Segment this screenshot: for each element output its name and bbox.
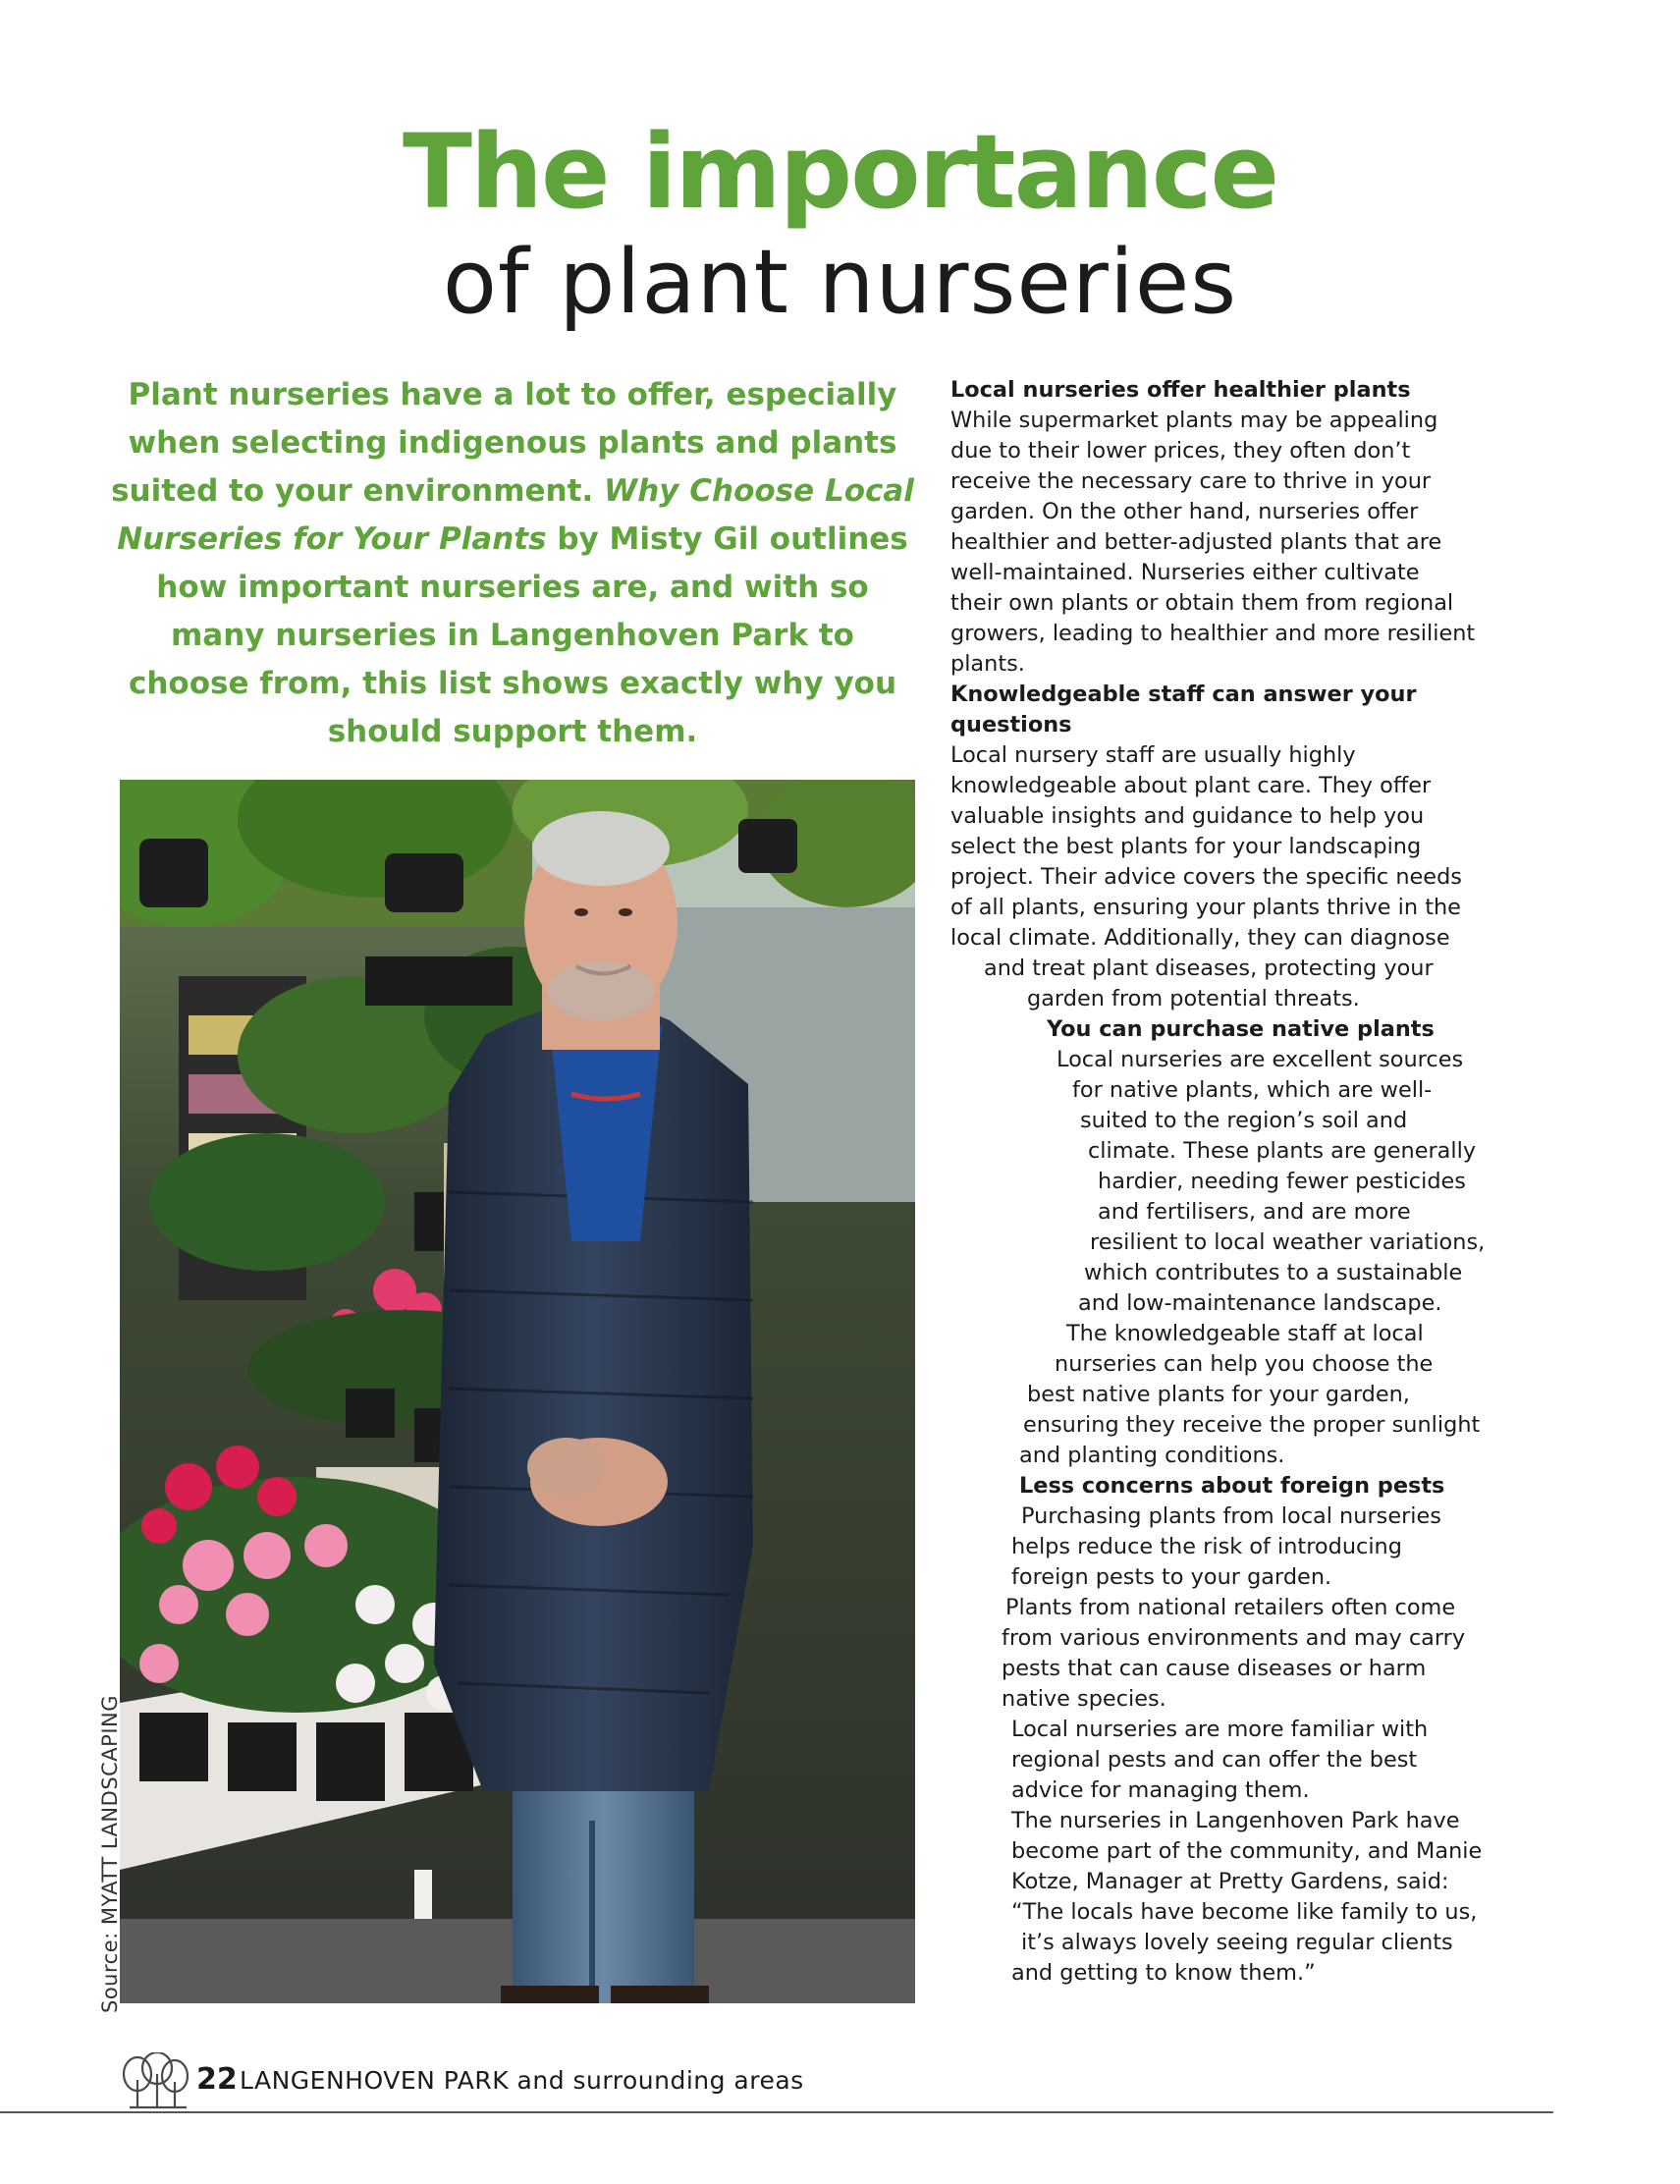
footer-rule [0, 2111, 1553, 2113]
body-text-line: climate. These plants are generally [1088, 1138, 1477, 1164]
body-text-line: growers, leading to healthier and more resilient [950, 621, 1476, 646]
body-text-line: pests that can cause diseases or harm [1002, 1656, 1427, 1681]
body-text-line: local climate. Additionally, they can diagnose [950, 925, 1450, 951]
body-text-line: foreign pests to your garden. [1011, 1564, 1332, 1590]
body-text-line: which contributes to a sustainable [1084, 1260, 1463, 1285]
title-subtitle: of plant nurseries [442, 231, 1238, 334]
intro-book-title: Why Choose Local Nurseries for Your Plants [117, 473, 914, 557]
body-text-line: their own plants or obtain them from regional [950, 590, 1454, 616]
body-text-line: Local nurseries are more familiar with [1011, 1717, 1429, 1742]
photo-credit: Source: MYATT LANDSCAPING [98, 1694, 122, 2013]
body-text-line: become part of the community, and Manie [1011, 1838, 1483, 1864]
page-footer [120, 2052, 1553, 2111]
body-text-line: resilient to local weather variations, [1090, 1229, 1486, 1255]
publication-name: LANGENHOVEN PARK and surrounding areas [240, 2066, 804, 2095]
body-text-line: and low-maintenance landscape. [1078, 1290, 1442, 1316]
body-text-line: valuable insights and guidance to help you [950, 803, 1425, 829]
body-text-line: due to their lower prices, they often don’t [950, 438, 1411, 464]
body-text-line: Kotze, Manager at Pretty Gardens, said: [1011, 1869, 1449, 1894]
body-text-line: hardier, needing fewer pesticides [1098, 1169, 1466, 1194]
body-text-line: helps reduce the risk of introducing [1011, 1534, 1402, 1559]
body-text-line: knowledgeable about plant care. They offer [950, 773, 1432, 798]
intro-rest: by Misty Gil outlines how important nurseries are, and with so many nurseries in Langenhoven Park to choose from, this list shows exactly why you should support them. [128, 521, 908, 749]
section-heading-line: Knowledgeable staff can answer your [950, 682, 1417, 707]
intro-lead: Plant nurseries have a lot to offer, especially when selecting indigenous plants and plants suited to your environment. [111, 377, 897, 509]
body-text-line: advice for managing them. [1011, 1777, 1310, 1803]
body-text-line: garden from potential threats. [1027, 986, 1360, 1011]
body-text-line: “The locals have become like family to us, [1011, 1899, 1478, 1925]
body-text-line: Purchasing plants from local nurseries [1021, 1503, 1441, 1529]
trees-logo-icon [120, 2052, 192, 2111]
section-heading-line: Less concerns about foreign pests [1019, 1473, 1445, 1499]
body-text-line: The knowledgeable staff at local [1066, 1321, 1424, 1346]
body-text-line: plants. [950, 651, 1025, 677]
body-text-line: Local nursery staff are usually highly [950, 742, 1356, 768]
intro-paragraph [110, 371, 915, 756]
body-text-line: While supermarket plants may be appealing [950, 408, 1438, 433]
body-text-line: well-maintained. Nurseries either cultivate [950, 560, 1420, 585]
page-number: 22 [196, 2062, 238, 2097]
body-text-line: Plants from national retailers often come [1005, 1595, 1456, 1620]
body-text-line: The nurseries in Langenhoven Park have [1011, 1808, 1460, 1833]
body-text-line: ensuring they receive the proper sunlight [1023, 1412, 1481, 1438]
body-text-line: suited to the region’s soil and [1080, 1108, 1408, 1133]
body-text-line: from various environments and may carry [1002, 1625, 1466, 1651]
body-text-line: and planting conditions. [1019, 1443, 1285, 1468]
body-text-line: regional pests and can offer the best [1011, 1747, 1418, 1773]
body-text-line: of all plants, ensuring your plants thrive in the [950, 895, 1461, 920]
body-text-line: and fertilisers, and are more [1098, 1199, 1411, 1225]
nursery-photo [120, 780, 915, 2003]
title-main: The importance [402, 112, 1278, 232]
body-text-line: native species. [1002, 1686, 1166, 1712]
section-heading-line: Local nurseries offer healthier plants [950, 377, 1411, 403]
body-text-line: nurseries can help you choose the [1055, 1351, 1434, 1377]
body-text-line: Local nurseries are excellent sources [1057, 1047, 1464, 1072]
article-body [950, 375, 1540, 1989]
body-text-line: best native plants for your garden, [1027, 1382, 1410, 1407]
body-text-line: select the best plants for your landscaping [950, 834, 1422, 859]
body-text-line: for native plants, which are well- [1072, 1077, 1433, 1103]
section-heading-line: You can purchase native plants [1047, 1016, 1435, 1042]
body-text-line: project. Their advice covers the specific needs [950, 864, 1462, 890]
body-text-line: garden. On the other hand, nurseries offer [950, 499, 1419, 524]
section-heading-line: questions [950, 712, 1072, 737]
body-text-line: and getting to know them.” [1011, 1960, 1316, 1986]
body-text-line: receive the necessary care to thrive in your [950, 468, 1432, 494]
body-text-line: and treat plant diseases, protecting your [984, 956, 1434, 981]
body-text-line: healthier and better-adjusted plants that are [950, 529, 1442, 555]
body-text-line: it’s always lovely seeing regular clients [1021, 1930, 1453, 1955]
